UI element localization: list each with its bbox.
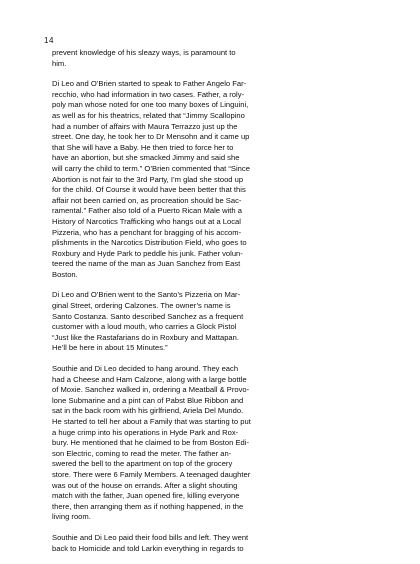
paragraph-5: Southie and Di Leo paid their food bills and left. They went back to Homicide and told Larkin everything in regards to — [52, 532, 249, 553]
page-number: 14 — [44, 36, 54, 45]
body-text — [52, 48, 380, 564]
paragraph-2: Di Leo and O’Brien started to speak to Father Angelo Far- recchio, who had information in two cases. Father, a roly- poly man whose noted for one too many boxes of Linguini, as well as for his theatrics, related that “Jimmy Scallopino had a number of affairs with Maura Terrazzo just up the street. One day, he took her to Dr Mensohn and it came up that She will have a Baby. He then tried to force her to have an abortion, but she smacked Jimmy and said she will carry the child to term.” O’Brien commented that “Since Abortion is not fair to the 3rd Party, I’m glad she stood up for the child. Of Course it would have been better that this affair not been carried on, as procreation should be Sac- ramental.” Father also told of a Puerto Rican Male with a History of Narcotics Trafficking who hangs out at a Local Pizzeria, who has a penchant for bragging of his accom- plishments in the Narcotics Distribution Field, who goes to Roxbury and Hyde Park to peddle his junk. Father volun- teered the name of the man as Juan Sanchez from East Boston. — [52, 79, 250, 279]
paragraph-1: prevent knowledge of his sleazy ways, is paramount to him. — [52, 48, 236, 68]
paragraph-4: Southie and Di Leo decided to hang around. They each had a Cheese and Ham Calzone, along with a large bottle of Moxie. Sanchez walked in, ordering a Meatball & Provo- lone Submarine and a pint can of Pabst Blue Ribbon and sat in the back room with his girlfriend, Ariela Del Mundo. He started to tell her about a Family that was starting to put a huge crimp into his operations in Hyde Park and Rox- bury. He mentioned that he claimed to be from Boston Edi- son Electric, coming to read the meter. The father an- swered the bell to the apartment on top of the grocery store. There were 6 Family Members. A teenaged daughter was out of the house on errands. After a slight shouting match with the father, Juan opened fire, killing everyone there, then arranging them as if nothing happened, in the living room. — [52, 364, 251, 522]
paragraph-3: Di Leo and O’Brien went to the Santo’s Pizzeria on Mar- ginal Street, ordering Calzones. The owner’s name is Santo Costanza. Santo described Sanchez as a frequent customer with a loud mouth, who carries a Glock Pistol “Just like the Rastafarians do in Roxbury and Mattapan. He’ll be here in about 15 Minutes.” — [52, 290, 244, 353]
